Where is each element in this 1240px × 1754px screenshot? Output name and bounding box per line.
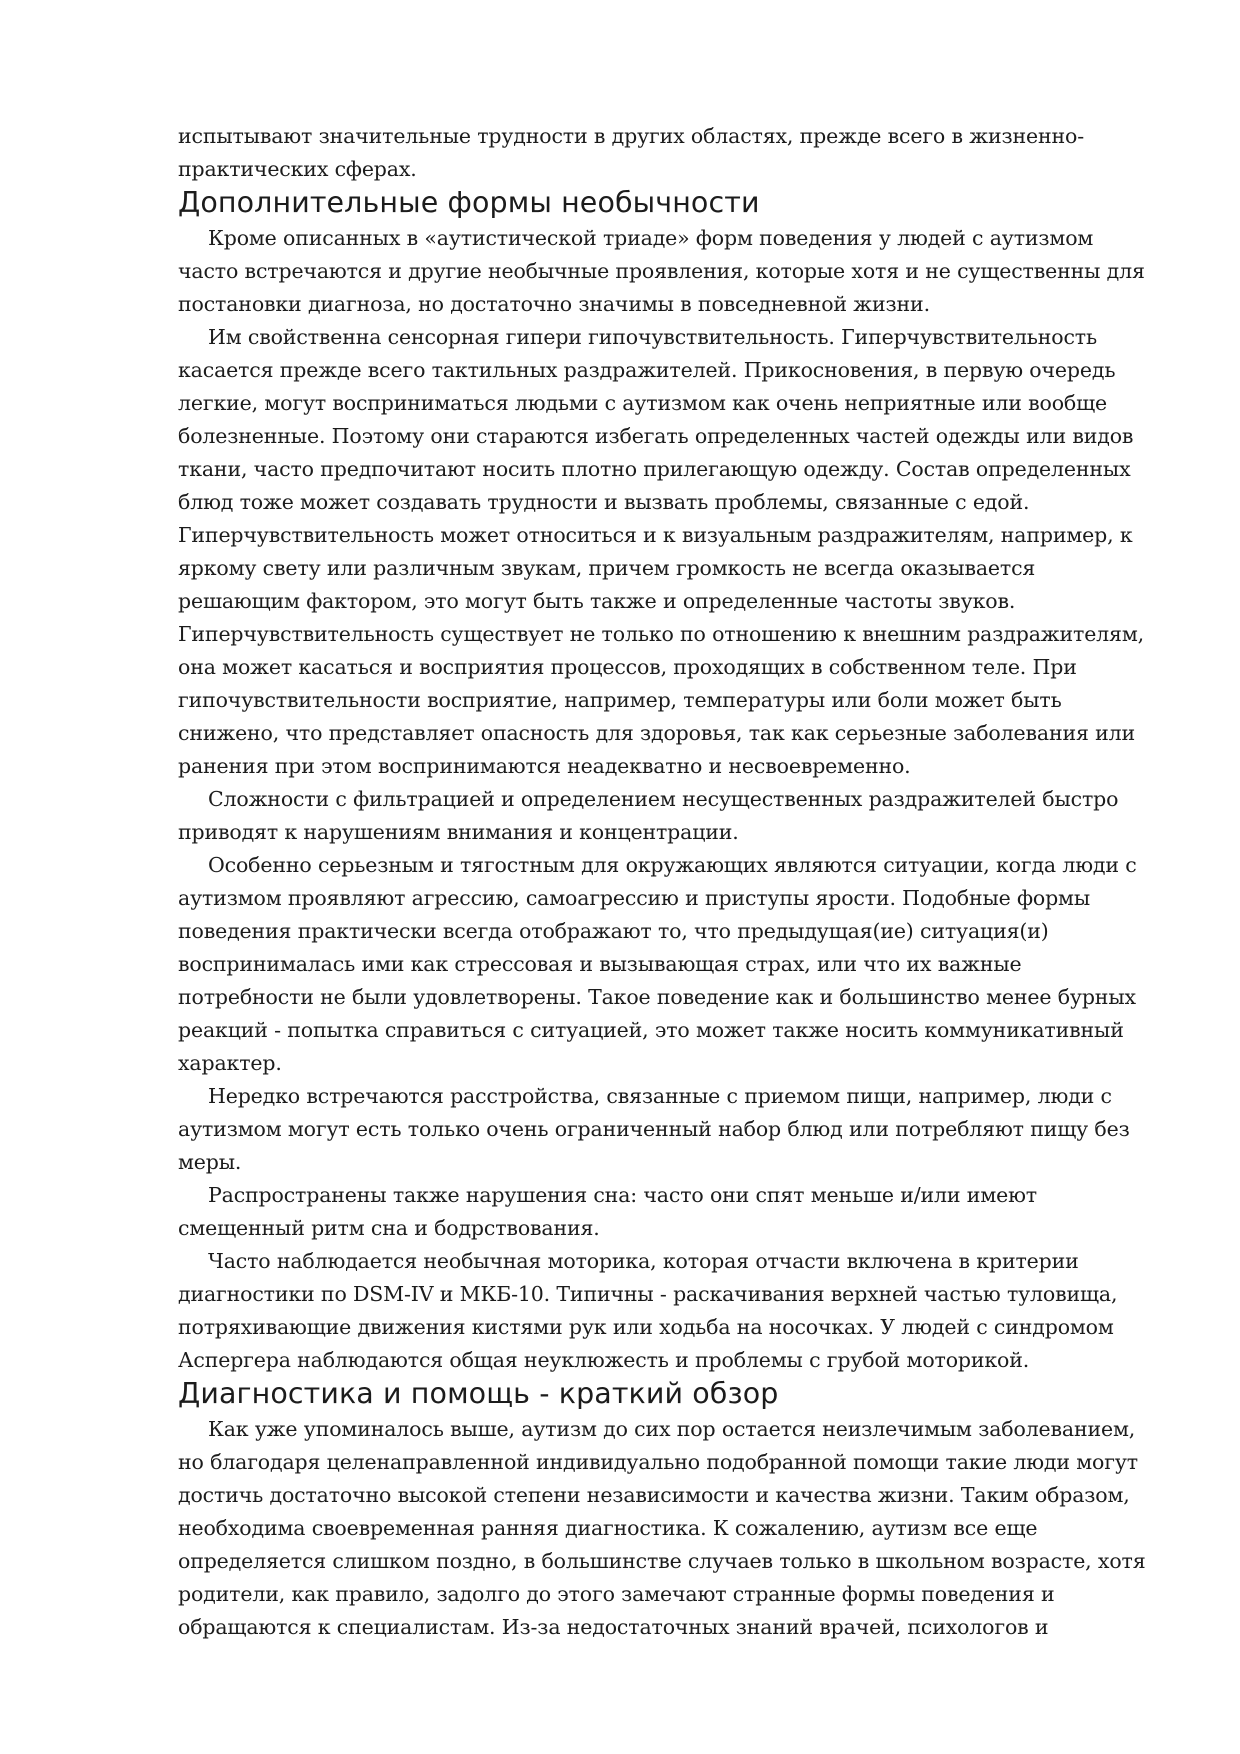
paragraph: Особенно серьезным и тягостным для окружающих являются ситуации, когда люди с аутизмом проявляют агрессию, самоагрессию и приступы ярости. Подобные формы поведения практически всегда отображают то, что предыдущая(ие) ситуация(и) воспринималась ими как стрессовая и вызывающая страх, или что их важные потребности не были удовлетворены. Такое поведение как и большинство менее бурных реакций - попытка справиться с ситуацией, это может также носить коммуникативный характер. (178, 853, 1137, 1075)
paragraph: Распространены также нарушения сна: часто они спят меньше и/или имеют смещенный ритм сна и бодрствования. (178, 1183, 1037, 1240)
paragraph: Кроме описанных в «аутистической триаде» форм поведения у людей с аутизмом часто встречаются и другие необычные проявления, которые хотя и не существенны для постановки диагноза, но достаточно значимы в повседневной жизни. (178, 226, 1145, 316)
paragraph: Нередко встречаются расстройства, связанные с приемом пищи, например, люди с аутизмом могут есть только очень ограниченный набор блюд или потребляют пищу без меры. (178, 1084, 1130, 1174)
paragraph: Часто наблюдается необычная моторика, которая отчасти включена в критерии диагностики по DSM-IV и МКБ-10. Типичны - раскачивания верхней частью туловища, потряхивающие движения кистями рук или ходьба на носочках. У людей с синдромом Аспергера наблюдаются общая неуклюжесть и проблемы с грубой моторикой. (178, 1249, 1118, 1372)
section-heading-additional-forms: Дополнительные формы необычности (178, 186, 760, 219)
document-page (178, 120, 1158, 1644)
section-heading-diagnostics: Диагностика и помощь - краткий обзор (178, 1377, 779, 1410)
intro-paragraph: испытывают значительные трудности в других областях, прежде всего в жизненно-практических сферах. (178, 124, 1084, 181)
paragraph: Как уже упоминалось выше, аутизм до сих пор остается неизлечимым заболеванием, но благодаря целенаправленной индивидуально подобранной помощи такие люди могут достичь достаточно высокой степени независимости и качества жизни. Таким образом, необходима своевременная ранняя диагностика. К сожалению, аутизм все еще определяется слишком поздно, в большинстве случаев только в школьном возрасте, хотя родители, как правило, задолго до этого замечают странные формы поведения и обращаются к специалистам. Из-за недостаточных знаний врачей, психологов и (178, 1417, 1146, 1639)
paragraph: Сложности с фильтрацией и определением несущественных раздражителей быстро приводят к нарушениям внимания и концентрации. (178, 787, 1119, 844)
paragraph: Им свойственна сенсорная гипери гипочувствительность. Гиперчувствительность касается прежде всего тактильных раздражителей. Прикосновения, в первую очередь легкие, могут восприниматься людьми с аутизмом как очень неприятные или вообще болезненные. Поэтому они стараются избегать определенных частей одежды или видов ткани, часто предпочитают носить плотно прилегающую одежду. Состав определенных блюд тоже может создавать трудности и вызвать проблемы, связанные с едой. Гиперчувствительность может относиться и к визуальным раздражителям, например, к яркому свету или различным звукам, причем громкость не всегда оказывается решающим фактором, это могут быть также и определенные частоты звуков. Гиперчувствительность существует не только по отношению к внешним раздражителям, она может касаться и восприятия процессов, проходящих в собственном теле. При гипочувствительности восприятие, например, температуры или боли может быть снижено, что представляет опасность для здоровья, так как серьезные заболевания или ранения при этом воспринимаются неадекватно и несвоевременно. (178, 325, 1145, 778)
